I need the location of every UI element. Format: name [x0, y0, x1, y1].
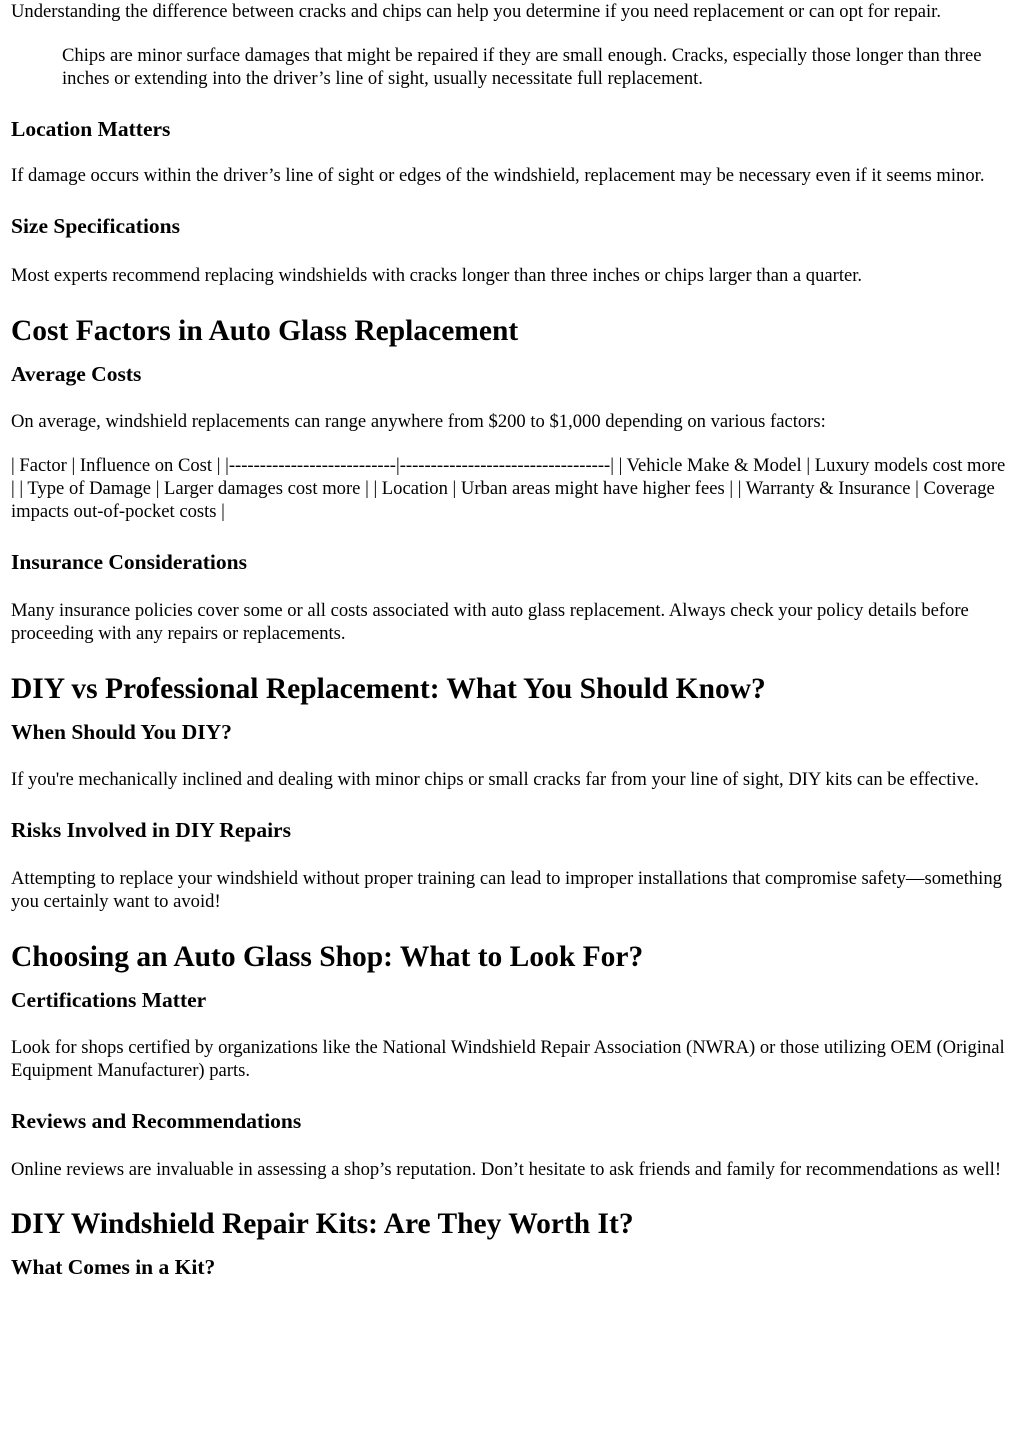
cost-section-heading: Cost Factors in Auto Glass Replacement	[11, 315, 519, 347]
repair-kits-heading: DIY Windshield Repair Kits: Are They Worth It?	[11, 1208, 634, 1240]
when-diy-paragraph: If you're mechanically inclined and dealing with minor chips or small cracks far from your line of sight, DIY kits can be effective.	[11, 769, 979, 790]
insurance-heading: Insurance Considerations	[11, 550, 247, 574]
risks-paragraph: Attempting to replace your windshield without proper training can lead to improper installations that compromise safety—something you certainly want to avoid!	[11, 868, 1002, 912]
insurance-paragraph: Many insurance policies cover some or all costs associated with auto glass replacement. Always check your policy details before proceeding with any repairs or replacements.	[11, 600, 969, 644]
reviews-heading: Reviews and Recommendations	[11, 1109, 302, 1133]
reviews-paragraph: Online reviews are invaluable in assessing a shop’s reputation. Don’t hesitate to ask friends and family for recommendations as well!	[11, 1159, 1002, 1180]
location-heading: Location Matters	[11, 117, 171, 141]
intro-paragraph: Understanding the difference between cracks and chips can help you determine if you need replacement or can opt for repair.	[11, 1, 941, 22]
average-costs-paragraph: On average, windshield replacements can range anywhere from $200 to $1,000 depending on various factors:	[11, 411, 826, 432]
cost-factors-raw-table: | Factor | Influence on Cost | |---------------------------|----------------------------------| | Vehicle Make & Model | Luxury models cost more | | Type of Damage | Larger damages cost more | | Location | Urban areas might have higher fees | | Warranty & Insurance | Coverage impacts out-of-pocket costs |	[11, 455, 1006, 522]
diy-section-heading: DIY vs Professional Replacement: What You Should Know?	[11, 673, 766, 705]
certifications-heading: Certifications Matter	[11, 988, 207, 1012]
certifications-paragraph: Look for shops certified by organizations like the National Windshield Repair Association (NWRA) or those utilizing OEM (Original Equipment Manufacturer) parts.	[11, 1037, 1005, 1081]
kit-contents-heading: What Comes in a Kit?	[11, 1255, 216, 1279]
average-costs-heading: Average Costs	[11, 362, 142, 386]
choosing-shop-heading: Choosing an Auto Glass Shop: What to Look For?	[11, 941, 644, 973]
article-body	[11, 0, 1011, 1281]
size-heading: Size Specifications	[11, 214, 180, 238]
size-paragraph: Most experts recommend replacing windshields with cracks longer than three inches or chips larger than a quarter.	[11, 265, 863, 286]
quote-paragraph: Chips are minor surface damages that might be repaired if they are small enough. Cracks, especially those longer than three inches or extending into the driver’s line of sight, usually necessitate full replacement.	[62, 45, 982, 89]
risks-heading: Risks Involved in DIY Repairs	[11, 818, 291, 842]
blockquote	[62, 44, 1011, 90]
location-paragraph: If damage occurs within the driver’s line of sight or edges of the windshield, replacement may be necessary even if it seems minor.	[11, 165, 985, 186]
when-diy-heading: When Should You DIY?	[11, 720, 232, 744]
